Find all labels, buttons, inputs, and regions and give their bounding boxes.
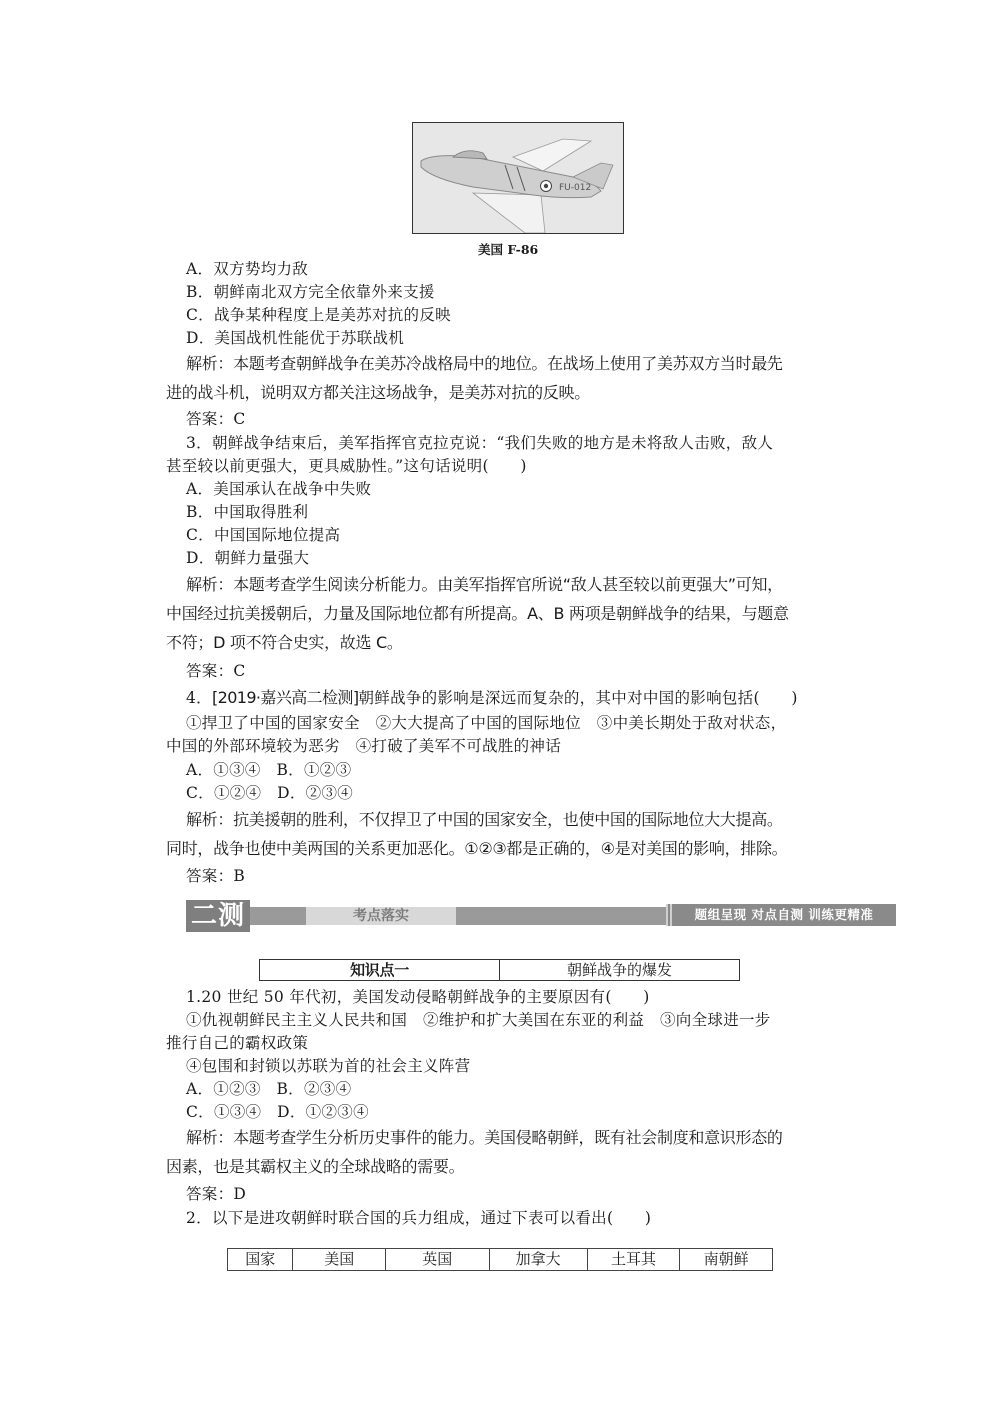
p2q1-answer: 答案：D: [186, 1185, 247, 1203]
q3-analysis-line1: 解析：本题考查学生阅读分析能力。由美军指挥官所说“敌人甚至较以前更强大”可知，: [186, 575, 783, 594]
q4-stem-text: 朝鲜战争的影响是深远而复杂的，其中对中国的影响包括( ): [358, 689, 798, 707]
plane-marking: FU-012: [559, 183, 592, 193]
q4-analysis-line2: 同时，战争也使中美两国的关系更加恶化。①②③都是正确的，④是对美国的影响，排除。: [166, 839, 788, 858]
banner-subtitle: 考点落实: [306, 907, 456, 925]
q4-items-line2: 中国的外部环境较为恶劣 ④打破了美军不可战胜的神话: [166, 737, 562, 755]
table-cell: 美国: [293, 1249, 386, 1271]
q4-source: [2019·嘉兴高二检测]: [211, 688, 359, 707]
knowledge-point-table: [259, 959, 740, 981]
p2q2-stem: 2．以下是进攻朝鲜时联合国的兵力组成，通过下表可以看出( ): [186, 1209, 652, 1227]
q2-answer: 答案：C: [186, 410, 246, 428]
q4-options-line2: C．①②④ D．②③④: [186, 784, 354, 802]
p2q1-analysis-line2: 因素，也是其霸权主义的全球战略的需要。: [166, 1157, 465, 1176]
q2-option-c: C．战争某种程度上是美苏对抗的反映: [186, 306, 451, 324]
q3-stem-line1: 3．朝鲜战争结束后，美军指挥官克拉克说：“我们失败的地方是未将敌人击败，敌人: [186, 434, 774, 452]
q3-option-a: A．美国承认在战争中失败: [186, 480, 372, 498]
table-cell: 英国: [386, 1249, 490, 1271]
f86-photo: [412, 122, 624, 234]
p2q1-items-line1: ①仇视朝鲜民主主义人民共和国 ②维护和扩大美国在东亚的利益 ③向全球进一步: [186, 1011, 771, 1029]
q3-answer: 答案：C: [186, 662, 246, 680]
q3-stem-line2: 甚至较以前更强大，更具威胁性。”这句话说明( ): [166, 457, 527, 475]
knowledge-point-label: 知识点一: [260, 960, 500, 981]
p2q1-analysis-line1: 解析：本题考查学生分析历史事件的能力。美国侵略朝鲜，既有社会制度和意识形态的: [186, 1128, 783, 1147]
table-cell: 土耳其: [587, 1249, 680, 1271]
q4-options-line1: A．①③④ B．①②③: [186, 761, 352, 779]
p2q1-stem: 1.20 世纪 50 年代初，美国发动侵略朝鲜战争的主要原因有( ): [186, 988, 650, 1006]
q2-analysis-line2: 进的战斗机，说明双方都关注这场战争，是美苏对抗的反映。: [166, 383, 590, 402]
q4-stem: [186, 687, 798, 709]
banner-title: 二测: [186, 900, 250, 932]
section-banner: [186, 900, 890, 932]
q3-option-c: C．中国国际地位提高: [186, 526, 341, 544]
q4-answer: 答案：B: [186, 867, 246, 885]
banner-slogan: 题组呈现 对点自测 训练更精准: [666, 904, 896, 926]
table-cell: 南朝鲜: [680, 1249, 773, 1271]
q2-analysis-line1: 解析：本题考查朝鲜战争在美苏冷战格局中的地位。在战场上使用了美苏双方当时最先: [186, 354, 783, 373]
p2q1-items-line3: ④包围和封锁以苏联为首的社会主义阵营: [186, 1057, 471, 1075]
q3-analysis-line3: 不符；D 项不符合史实，故选 C。: [166, 633, 403, 652]
p2q1-options-line1: A．①②③ B．②③④: [186, 1080, 352, 1098]
q4-number: 4．: [186, 689, 212, 707]
knowledge-point-title: 朝鲜战争的爆发: [500, 960, 740, 981]
table-cell: 加拿大: [489, 1249, 587, 1271]
un-forces-table: [227, 1248, 773, 1271]
q2-option-d: D．美国战机性能优于苏联战机: [186, 329, 405, 347]
p2q1-options-line2: C．①③④ D．①②③④: [186, 1103, 369, 1121]
q3-option-b: B．中国取得胜利: [186, 503, 309, 521]
q3-option-d: D．朝鲜力量强大: [186, 549, 310, 567]
table-row: [228, 1249, 773, 1271]
q4-analysis-line1: 解析：抗美援朝的胜利，不仅捍卫了中国的国家安全，也使中国的国际地位大大提高。: [186, 810, 783, 829]
q4-items-line1: ①捍卫了中国的国家安全 ②大大提高了中国的国际地位 ③中美长期处于敌对状态，: [186, 714, 787, 732]
jet-illustration: [413, 123, 623, 233]
figure-caption: 美国 F-86: [478, 242, 539, 257]
q3-analysis-line2: 中国经过抗美援朝后，力量及国际地位都有所提高。A、B 两项是朝鲜战争的结果，与题意: [166, 604, 789, 623]
table-cell: 国家: [228, 1249, 293, 1271]
q2-option-a: A．双方势均力敌: [186, 260, 309, 278]
p2q1-items-line2: 推行自己的霸权政策: [166, 1034, 309, 1052]
q2-option-b: B．朝鲜南北双方完全依靠外来支援: [186, 283, 435, 301]
